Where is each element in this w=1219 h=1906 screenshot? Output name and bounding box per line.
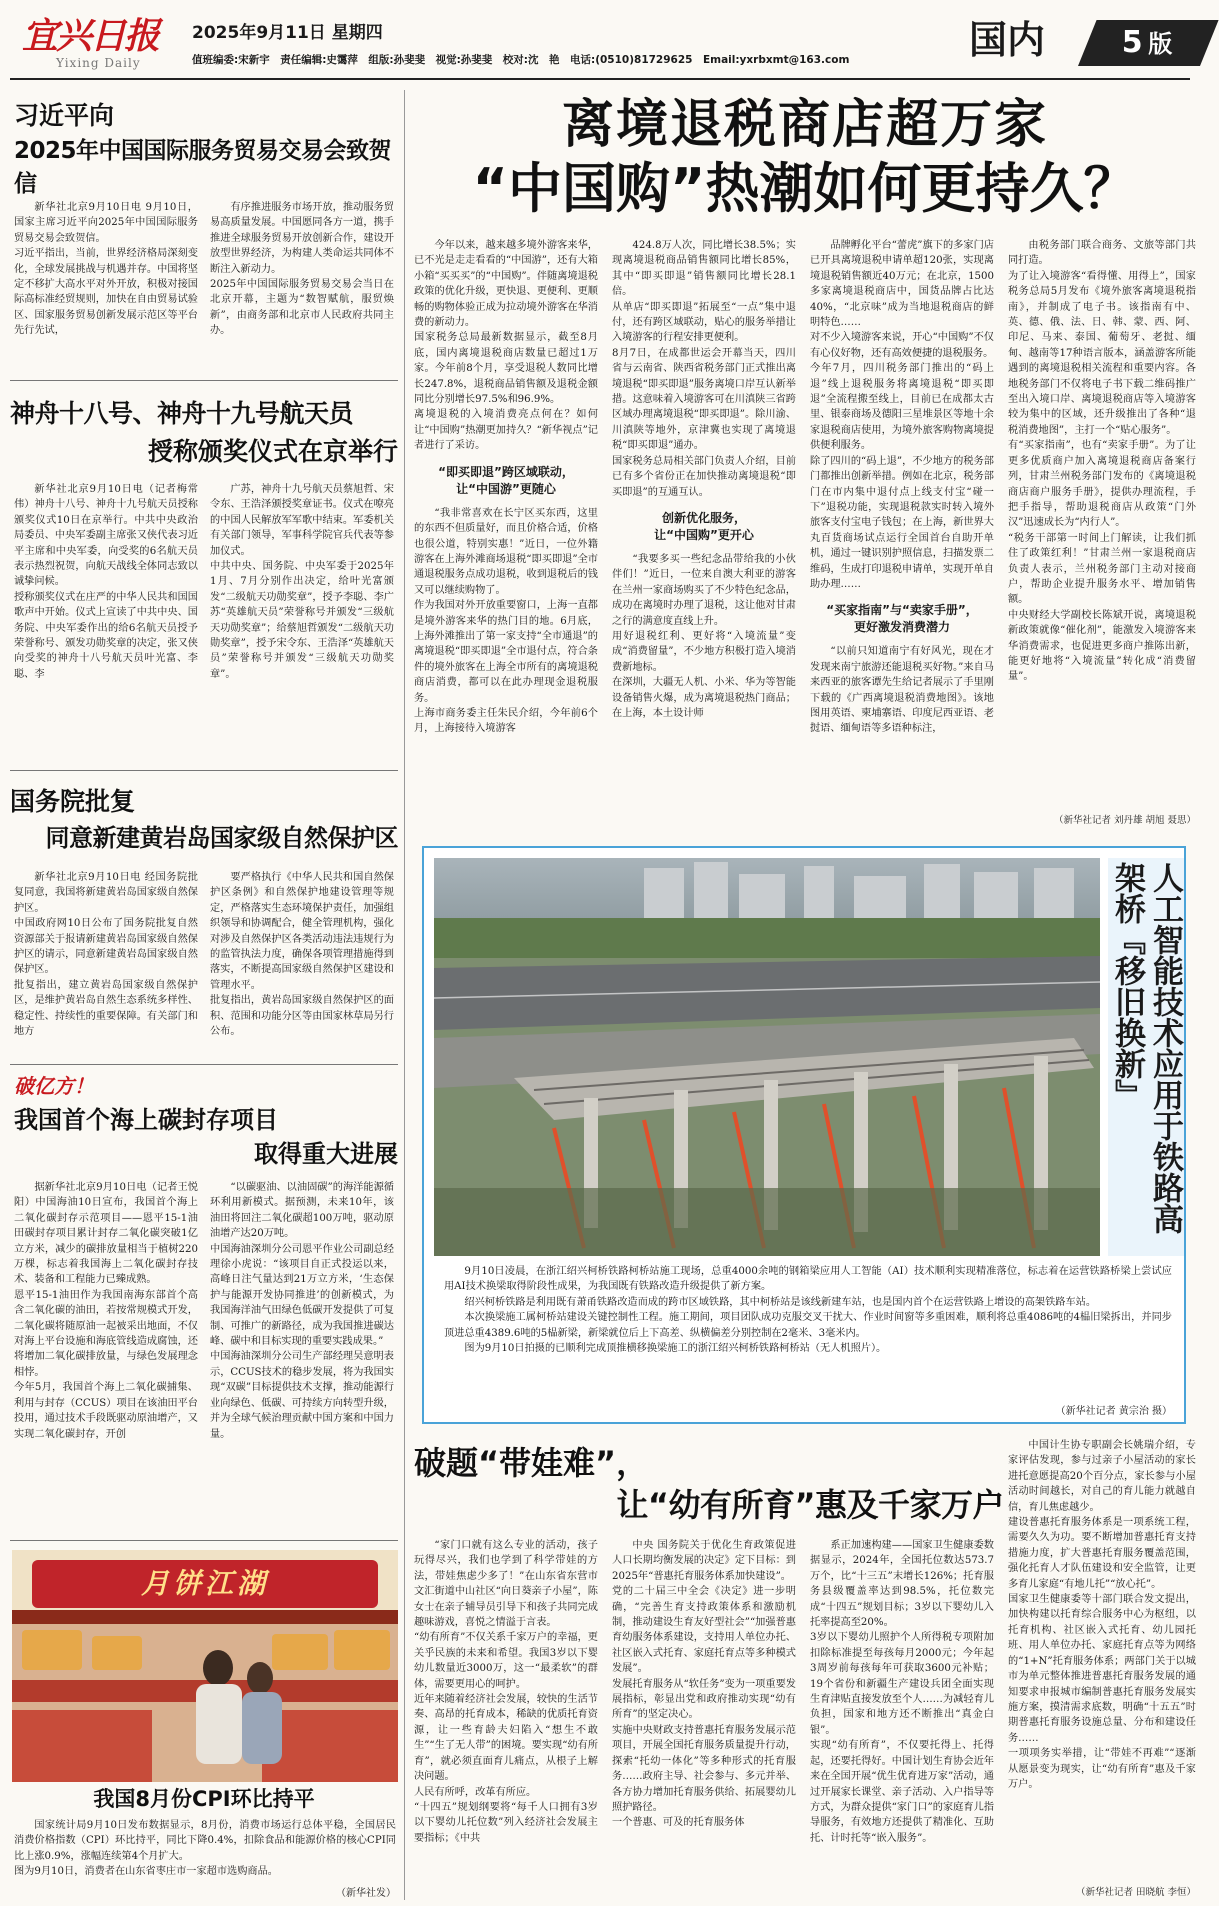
article-body-col1	[14, 870, 198, 1054]
lead-col2	[612, 238, 796, 832]
article-title-line1: 我国首个海上碳封存项目	[14, 1106, 278, 1134]
rail-caption-2: 绍兴柯桥铁路是利用既有萧甬铁路改造而成的跨市区域铁路，其中柯桥站是该线新建车站，也是国内首个在运营铁路上增设的高架铁路车站。	[464, 1296, 1097, 1308]
childcare-col4	[1008, 1438, 1196, 1882]
divider	[10, 380, 398, 381]
cpi-photo	[12, 1550, 398, 1782]
article-body-col2	[210, 482, 394, 754]
article-title-line2: 取得重大进展	[254, 1140, 398, 1168]
divider	[10, 770, 398, 771]
childcare-title-line1: 破题“带娃难”，	[414, 1444, 649, 1482]
lead-title-line2: “中国购”热潮如何更持久？	[472, 157, 1138, 220]
childcare-body: 中央 国务院关于优化生育政策促进人口长期均衡发展的决定》定下目标：到2025年“普惠托育服务体系加快建设”。 党的二十届三中全会《决定》进一步明确，“完善生育支持政策体系和激励机制，推动建设生育友好型社会”“加强普惠育幼服务体系建设，支持用人单位办托、社区嵌入式托育、家庭托育点等多种模式发展”。 发展托育服务从“软任务”变为一项重要发展指标，彰显出党和政府推动实现“幼有所育”的坚定决心。 实施中央财政支持普惠托育服务发展示范项目，开展全国托育服务质量提升行动，探索“托幼一体化”等多种形式的托育服务……政府主导、社会参与、多元并举、各方协力增加托育服务供给、拓展婴幼儿照护路径。 一个普惠、可及的托育服务体	[612, 1540, 796, 1829]
lead-article	[414, 88, 1196, 832]
rail-caption	[444, 1264, 1172, 1400]
date-text: 2025年9月11日	[192, 23, 326, 43]
lead-body: 由税务部门联合商务、文旅等部门共同打造。 为了让入境游客“看得懂、用得上”，国家税务总局5月发布《境外旅客离境退税指南》，并制成了电子书。该指南有中、英、德、俄、法、日、韩、蒙、西、阿、印尼、马来、泰国、葡萄牙、老挝、缅甸、越南等17种语言版本，涵盖游客所能遇到的离境退税相关流程和重要内容。各地税务部门不仅将电子书下载二维码推广至出入境口岸、离境退税商店等入境游客较为集中的区域，还升级推出了各种“退税消费地图”，主打一个“贴心服务”。 有“买家指南”，也有“卖家手册”。为了让更多优质商户加入离境退税商店备案行列，甘肃兰州税务部门发布的《离境退税商店商户服务手册》，提供办理流程，手把手指导，帮助退税商店从政策“门外汉”迅速成长为“内行人”。 “税务干部第一时间上门解读，让我们抓住了政策红利！”甘肃兰州一家退税商店负责人表示，兰州税务部门主动对接商户，帮助企业提升服务水平、增加销售额。 中央财经大学副校长陈斌开说，离境退税新政策就像“催化剂”，能激发入境游客来华消费需求，也促进更多商户推陈出新，能更好地将“入境流量”转化成“消费留量”。	[1008, 240, 1196, 683]
article-title-line1: 国务院批复	[10, 787, 136, 816]
article-body-col1	[14, 482, 198, 754]
cpi-credit: （新华社发）	[336, 1888, 396, 1899]
childcare-body: 中国计生协专职副会长姚瑞介绍，专家评估发现，参与过亲子小屋活动的家长进托意愿提高20个百分点，家长参与小屋活动时间越长，对自己的育儿能力就越自信，育儿焦虑越少。 建设普惠托育服务体系是一项系统工程，需要久久为功。要不断增加普惠托育支持措施力度，扩大普惠托育服务覆盖范围，强化托育人才队伍建设和安全监管，让更多育儿家庭“有地儿托”“放心托”。 国家卫生健康委等十部门联合发文提出，加快构建以托育综合服务中心为枢纽，以托育机构、社区嵌入式托育、幼儿园托班、用人单位办托、家庭托育点等为网络的“1+N”托育服务体系；两部门关于以城市为单元整体推进普惠托育服务发展的通知要求申报城市编制普惠托育服务发展实施方案，摸清需求底数，明确“十五五”时期普惠托育服务设施总量、分布和建设任务…… 一项项务实举措，让“带娃不再难”“逐渐从愿景变为现实，让“幼有所育”惠及千家万户。	[1008, 1440, 1196, 1790]
page-unit: 版	[1148, 30, 1173, 58]
article-body-col2	[210, 200, 394, 366]
article-body-col1	[14, 1180, 198, 1526]
article-body: 有序推进服务市场开放，推动服务贸易高质量发展。中国愿同各方一道，携手推进全球服务贸易开放创新合作，建设开放型世界经济，为构建人类命运共同体不断注入新动力。 2025年中国国际服务贸易交易会当日在北京开幕，主题为“数智赋航，服贸焕新”，由商务部和北京市人民政府共同主办。	[210, 202, 394, 337]
article-huangyan-reserve	[10, 778, 398, 1056]
childcare-article	[414, 1434, 1196, 1902]
childcare-col1	[414, 1538, 598, 1902]
page-number	[1094, 20, 1200, 66]
rail-title	[1108, 858, 1184, 1256]
article-kicker: 习近平向	[14, 101, 115, 130]
lead-title-line1: 离境退税商店超万家	[561, 95, 1048, 155]
article-body: 新华社北京9月10日电 9月10日，国家主席习近平向2025年中国国际服务贸易交易会致贺信。 习近平指出，当前，世界经济格局深刻变化，全球发展挑战与机遇并存。中国将坚定不移扩大高水平对外开放，积极对接国际高标准经贸规则，加快在自由贸易试验区、国家服务贸易创新发展示范区等平台先行先试，	[14, 202, 198, 337]
article-body: 据新华社北京9月10日电（记者王悦阳）中国海油10日宣布，我国首个海上二氧化碳封存示范项目——恩平15-1油田碳封存项目累计封存二氧化碳突破1亿立方米，减少的碳排放量相当于植树220万棵，标志着我国海上二氧化碳封存技术、装备和工程能力已臻成熟。 恩平15-1油田作为我国南海东部首个高含二氧化碳的油田，若按常规模式开发，二氧化碳将随原油一起被采出地面，不仅对海上平台设施和海底管线造成腐蚀，还将增加二氧化碳排放量，与绿色发展理念相悖。 今年5月，我国首个海上二氧化碳捕集、利用与封存（CCUS）项目在该油田平台投用，通过技术手段既驱动原油增产，又实现二氧化碳封存，开创	[14, 1182, 198, 1440]
divider	[10, 1064, 398, 1065]
childcare-body: 系正加速构建——国家卫生健康委数据显示，2024年，全国托位数达573.7万个，比“十三五”末增长126%；托育服务县级覆盖率达到98.5%，托位数完成“十四五”规划目标；3岁以下婴幼儿入托率提高至20%。 3岁以下婴幼儿照护个人所得税专项附加扣除标准提至每孩每月2000元；今年起3周岁前每孩每年可获取3600元补贴；19个省份和新疆生产建设兵团全面实现生育津贴直接发放至个人……为减轻育儿负担，国家和地方还不断推出“真金白银”。 实现“幼有所育”，不仅要托得上、托得起，还要托得好。中国计划生育协会近年来在全国开展“优生优育进万家”活动，通过开展家长课堂、亲子活动、入户指导等方式，为群众提供“家门口”的家庭育儿指导服务，有效地方还提供了精准化、互助托、计时托等“嵌入服务”。	[810, 1540, 994, 1844]
article-body: 新华社北京9月10日电（记者梅常伟）神舟十八号、神舟十九号航天员授称颁奖仪式10日在京举行。中共中央政治局委员、中央军委副主席张又侠代表习近平主席和中央军委，向受奖的6名航天员表示热烈祝贺，向航天战线全体同志致以诚挚问候。 授称颁奖仪式在庄严的中华人民共和国国歌声中开始。仪式上宣读了中共中央、国务院、中央军委作出的给6名航天员授予荣誉称号、颁发功勋奖章的决定，张又侠向受奖的神舟十八号航天员叶光富、李聪、李	[14, 484, 198, 680]
rail-caption-3: 本次换梁施工属柯桥站建设关键控制性工程。施工期间，项目团队成功克服交叉干扰大、作业时间窗等多重困难，顺利将总重4086吨的4榀旧梁拆出，并同步顶进总重4389.6吨的5榀新梁，新梁就位后上下高差、纵横偏差分别控制在2毫米、3毫米内。	[444, 1312, 1172, 1339]
rail-credit: （新华社记者 黄宗治 摄）	[1055, 1406, 1172, 1417]
article-title-line2: 同意新建黄岩岛国家级自然保护区	[45, 824, 398, 852]
childcare-credit: （新华社记者 田晓航 李恒）	[1075, 1887, 1196, 1898]
lead-col3	[810, 238, 994, 832]
lead-credit: （新华社记者 刘丹雄 胡旭 聂思）	[1053, 815, 1196, 826]
lead-body: “以前只知道南宁有好风光，现在才发现来南宁旅游还能退税买好物。”来自马来西亚的旅客谭先生给记者展示了手里刚下载的《广西离境退税消费地图》。该地图用英语、柬埔寨语、印度尼西亚语、老挝语、缅甸语等多语种标注，	[810, 646, 994, 735]
left-column-divider	[404, 90, 405, 1900]
section-name: 国内	[968, 17, 1045, 62]
article-body-col2	[210, 870, 394, 1054]
article-title-line1: 神舟十八号、神舟十九号航天员	[10, 399, 354, 428]
lead-body: 今年以来，越来越多境外游客来华，已不光是走走看看的“中国游”，还有大箱小箱“买买买”的“中国购”。伴随离境退税政策的优化升级，更快退、更便利、更顺畅的购物体验正成为拉动境外游客在华消费的新动力。 国家税务总局最新数据显示，截至8月底，国内离境退税商店数量已超过1万家。今年前8个月，享受退税人数同比增长247.8%，退税商品销售额及退税金额同比分别增长97.5%和96.9%。 离境退税的入境消费亮点何在？如何让“中国购”热潮更加持久？“新华视点”记者进行了采访。	[414, 240, 598, 452]
cpi-photo-sign: 月饼江湖	[140, 1567, 269, 1600]
childcare-title-line2: 让“幼有所育”惠及千家万户	[616, 1486, 1004, 1524]
article-body-col2	[210, 1180, 394, 1526]
cpi-body	[14, 1818, 396, 1880]
lead-body: “我要多买一些纪念品带给我的小伙伴们！”近日，一位来自澳大利亚的游客在兰州一家商场购买了不少特色纪念品，成功在离境时办理了退税，这让他对甘肃之行的满意度直线上升。 用好退税红利、更好将“入境流量”变成“消费留量”，不少地方积极打造入境消费新地标。 在深圳，大疆无人机、小米、华为等智能设备销售火爆，成为离境退税热门商品；在上海，本土设计师	[612, 553, 796, 719]
logo-text: 宜兴日报	[22, 15, 159, 57]
divider	[10, 1540, 398, 1541]
cpi-caption: 国家统计局9月10日发布数据显示，8月份，消费市场运行总体平稳，全国居民消费价格指数（CPI）环比持平，同比下降0.4%，扣除食品和能源价格的核心CPI同比上涨0.9%，涨幅连续第4个月扩大。 图为9月10日，消费者在山东省枣庄市一家超市选购商品。	[14, 1820, 396, 1878]
masthead-logo	[22, 14, 174, 58]
weekday-text: 星期四	[331, 23, 383, 43]
childcare-body: “家门口就有这么专业的活动，孩子玩得尽兴，我们也学到了科学带娃的方法，带娃焦虑少多了！”在山东省东营市文汇街道中山社区“向日葵亲子小屋”，陈女士在亲子辅导员引导下和孩子共同完成趣味游戏，喜悦之情溢于言表。 “幼有所育”不仅关系千家万户的幸福，更关乎民族的未来和希望。我国3岁以下婴幼儿数量近3000万，这一“最柔软”的群体，需要更用心的呵护。 近年来随着经济社会发展，较快的生活节奏、高昂的托育成本，稀缺的优质托育资源，让一些育龄夫妇陷入“想生不敢生”“生了无人带”的困境。要实现“幼有所育”，就必须直面育儿痛点，从根子上解决问题。 人民有所呼，改革有所应。 “十四五”规划纲要将“每千人口拥有3岁以下婴幼儿托位数”列入经济社会发展主要指标；《中共	[414, 1540, 598, 1844]
article-body-col1	[14, 200, 198, 366]
article-body: 要严格执行《中华人民共和国自然保护区条例》和自然保护地建设管理等规定，严格落实生态环境保护责任，加强组织领导和协调配合，健全管理机构，强化对涉及自然保护区各类活动违法违规行为的监管执法力度，确保各项管理措施得到落实，不断提高国家级自然保护区建设和管理水平。 批复指出，黄岩岛国家级自然保护区的面积、范围和功能分区等由国家林草局另行公布。	[210, 872, 394, 1038]
rail-photo	[434, 858, 1100, 1256]
article-title: 2025年中国国际服务贸易交易会致贺信	[14, 138, 392, 197]
rail-title-text: 人工智能技术应用于铁路高架桥『移旧换新』	[1109, 862, 1183, 1234]
masthead-rule	[10, 78, 1190, 80]
childcare-col2	[612, 1538, 796, 1902]
article-astronauts	[10, 392, 398, 762]
rail-caption-4: 图为9月10日拍摄的已顺利完成顶推横移换梁施工的浙江绍兴柯桥铁路柯桥站（无人机照片）。	[464, 1343, 887, 1355]
masthead	[0, 0, 1200, 82]
lead-col1	[414, 238, 598, 832]
lead-col4	[1008, 238, 1196, 810]
article-body: 广苏，神舟十九号航天员蔡旭哲、宋令东、王浩泽颁授奖章证书。仪式在嘹亮的中国人民解放军军歌中结束。军委机关有关部门领导，军事科学院官兵代表等参加仪式。 中共中央、国务院、中央军委于2025年1月、7月分别作出决定，给叶光富颁发“二级航天功勋奖章”，授予李聪、李广苏“英雄航天员”荣誉称号并颁发“三级航天功勋奖章”；给蔡旭哲颁发“二级航天功勋奖章”，授予宋令东、王浩泽“英雄航天员”荣誉称号并颁发“三级航天功勋奖章”。	[210, 484, 394, 680]
lead-subhead: 创新优化服务， 让“中国购”更开心	[654, 510, 754, 542]
article-body: “以碳驱油、以油固碳”的海洋能源循环利用新模式。据预测，未来10年，该油田将回注二氧化碳超100万吨，驱动原油增产达20万吨。 中国海油深圳分公司恩平作业公司副总经理徐小虎说：“该项目自正式投运以来，高峰日注气量达到21万立方米，‘生态保护与能源开发协同推进’的创新模式，为我国海洋油气田绿色低碳开发提供了可复制、可推广的新路径，成为我国推进碳达峰、碳中和目标实现的重要实践成果。” 中国海油深圳分公司生产部经理吴意明表示，CCUS技术的稳步发展，将为我国实现“双碳”目标提供技术支撑，推动能源行业向绿色、低碳、可持续方向转型升级，并为全球气候治理贡献中国方案和中国力量。	[210, 1182, 394, 1440]
cpi-title: 我国8月份CPI环比持平	[93, 1787, 315, 1811]
lead-body: “我非常喜欢在长宁区买东西，这里的东西不但质量好，而且价格合适，价格也很公道，特别实惠！”近日，一位外籍游客在上海外滩商场退税“即买即退”全市通退税服务点成功退税，收到退税后的钱又可以继续购物了。 作为我国对外开放重要窗口，上海一直都是境外游客来华的热门目的地。6月底，上海外滩推出了第一家支持“全市通退”的离境退税“即买即退”全市退付点，符合条件的境外旅客在上海全市所有的离境退税商店消费，都可以在此办理现金退税服务。 上海市商务委主任朱民介绍，今年前6个月，上海接待入境游客	[414, 507, 598, 735]
rail-feature	[422, 846, 1186, 1424]
childcare-col3	[810, 1538, 994, 1902]
page-no: 5	[1121, 25, 1143, 60]
logo-subtitle: Yixing Daily	[56, 56, 141, 70]
lead-subhead: “即买即退”跨区域联动， 让“中国游”更随心	[438, 464, 574, 496]
staff-line: 值班编委:宋新宇 责任编辑:史霭萍 组版:孙斐斐 视觉:孙斐斐 校对:沈 艳 电话:(0510)81729625 Email:yxrbxmt@163.com	[192, 54, 850, 66]
lead-subhead: “买家指南”与“卖家手册”， 更好激发消费潜力	[826, 603, 978, 635]
lead-body: 424.8万人次，同比增长38.5%；实现离境退税商品销售额同比增长85%，其中“即买即退”销售额同比增长28.1倍。 从单店“即买即退”拓展至“一点”集中退付，还有跨区域联动，贴心的服务举措让入境游客的行程安排更便利。 8月7日，在成都世运会开幕当天，四川省与云南省、陕西省税务部门正式推出离境退税“即买即退”服务离境口岸互认新举措。这意味着入境游客可在川滇陕三省跨区域办理离境退税“即买即退”。除川渝、川滇陕等地外，京津冀也实现了离境退税“即买即退”通办。 国家税务总局相关部门负责人介绍，目前已有多个省份正在加快推动离境退税“即买即退”的互通互认。	[612, 240, 796, 498]
viaduct-aerial-photo	[434, 858, 1100, 1256]
article-title-line2: 授称颁奖仪式在京举行	[147, 437, 398, 466]
article-kicker: 破亿方！	[14, 1074, 94, 1098]
issue-date	[192, 18, 492, 42]
article-xi-letter	[10, 90, 398, 368]
article-body: 新华社北京9月10日电 经国务院批复同意，我国将新建黄岩岛国家级自然保护区。 中国政府网10日公布了国务院批复自然资源部关于报请新建黄岩岛国家级自然保护区的请示，同意新建黄岩岛国家级自然保护区。 批复指出，建立黄岩岛国家级自然保护区，是维护黄岩岛自然生态系统多样性、稳定性、持续性的重要保障。有关部门和地方	[14, 872, 198, 1038]
rail-caption-1: 9月10日凌晨，在浙江绍兴柯桥铁路柯桥站施工现场，总重4000余吨的钢箱梁应用人工智能（AI）技术顺利实现精准落位，标志着在运营铁路桥梁上尝试应用AI技术换梁取得阶段性成果，为我国既有铁路改造升级提供了新方案。	[444, 1266, 1172, 1293]
lead-body: 品牌孵化平台“蕾虎”旗下的多家门店已开具离境退税申请单超120张，实现离境退税销售额近40万元；在北京，1500多家离境退税商店中，国货品牌占比达40%，“北京味”成为当地退税商店的鲜明特色…… 对不少入境游客来说，开心“中国购”不仅有心仪好物，还有高效便捷的退税服务。 今年7月，四川税务部门推出的“码上退”线上退税服务将离境退税“即买即退”全流程搬至线上，目前已在成都太古里、银泰商场及德阳三星堆景区等地十余家退税商店使用，为境外旅客购物离境提供便利服务。 除了四川的“码上退”，不少地方的税务部门都推出创新举措。例如在北京，税务部门在市内集中退付点上线支付宝“碰一下”退税功能，实现退税款实时转入境外旅客支付宝电子钱包；在上海，新世界大丸百货商场试点运行全国首台自助开单机，通过一键识别护照信息，扫描发票二维码，生成打印退税申请单，实现开单自助办理……	[810, 240, 994, 590]
article-carbon-storage	[10, 1070, 398, 1530]
